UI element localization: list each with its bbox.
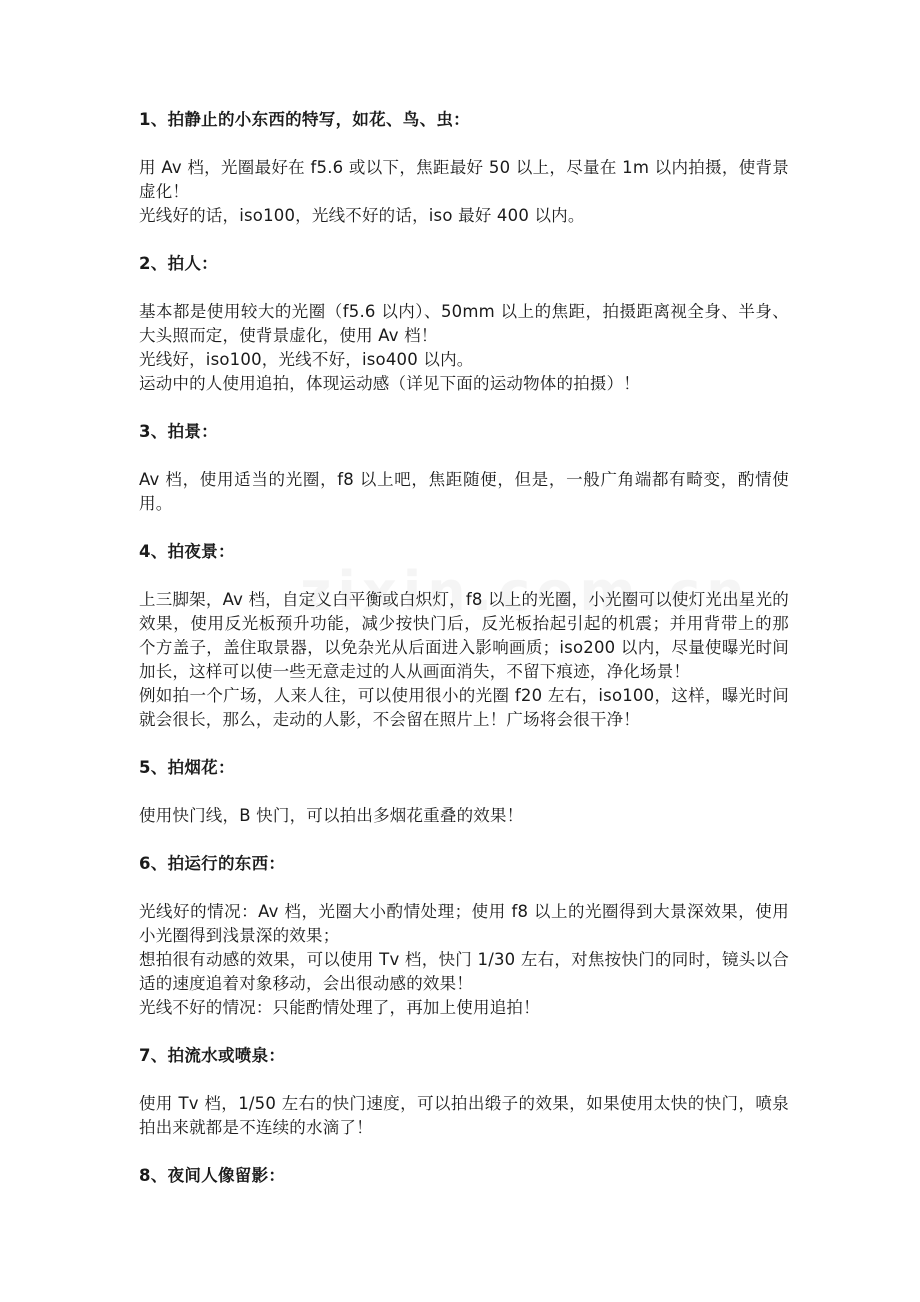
section-8 (139, 1164, 789, 1188)
paragraph: 光线好的情况：Av 档，光圈大小酌情处理；使用 f8 以上的光圈得到大景深效果，使用小光圈得到浅景深的效果； (139, 902, 789, 945)
paragraph: 想拍很有动感的效果，可以使用 Tv 档，快门 1/30 左右，对焦按快门的同时，镜头以合适的速度追着对象移动，会出很动感的效果！ (139, 950, 789, 993)
paragraph: 使用快门线，B 快门，可以拍出多烟花重叠的效果！ (139, 806, 524, 825)
paragraph: 光线好的话，iso100，光线不好的话，iso 最好 400 以内。 (139, 206, 585, 225)
section-heading: 7、拍流水或喷泉： (139, 1046, 286, 1065)
paragraph: 使用 Tv 档，1/50 左右的快门速度，可以拍出缎子的效果，如果使用太快的快门，喷泉拍出来就都是不连续的水滴了！ (139, 1094, 789, 1137)
section-heading: 1、拍静止的小东西的特写，如花、鸟、虫： (139, 110, 470, 129)
paragraph: 例如拍一个广场，人来人往，可以使用很小的光圈 f20 左右，iso100，这样，曝光时间就会很长，那么，走动的人影，不会留在照片上！广场将会很干净！ (139, 686, 789, 729)
section-heading: 8、夜间人像留影： (139, 1166, 286, 1185)
section-6 (139, 852, 789, 1020)
paragraph: 基本都是使用较大的光圈（f5.6 以内）、50mm 以上的焦距，拍摄距离视全身、半身、大头照而定，使背景虚化，使用 Av 档！ (139, 302, 789, 345)
paragraph: 光线不好的情况：只能酌情处理了，再加上使用追拍！ (139, 998, 540, 1017)
section-heading: 3、拍景： (139, 422, 218, 441)
document-body (139, 108, 789, 1212)
section-heading: 2、拍人： (139, 254, 218, 273)
section-2 (139, 252, 789, 396)
paragraph: 用 Av 档，光圈最好在 f5.6 或以下，焦距最好 50 以上，尽量在 1m 以内拍摄，使背景虚化！ (139, 158, 789, 201)
paragraph: 上三脚架，Av 档，自定义白平衡或白炽灯，f8 以上的光圈，小光圈可以使灯光出星光的效果，使用反光板预升功能，减少按快门后，反光板抬起引起的机震；并用背带上的那个方盖子，盖住取景器，以免杂光从后面进入影响画质；iso200 以内，尽量使曝光时间加长，这样可以使一些无意走过的人从画面消失，不留下痕迹，净化场景！ (139, 590, 789, 681)
section-1 (139, 108, 789, 228)
section-heading: 4、拍夜景： (139, 542, 235, 561)
section-heading: 5、拍烟花： (139, 758, 235, 777)
paragraph: 光线好，iso100，光线不好，iso400 以内。 (139, 350, 474, 369)
section-4 (139, 540, 789, 732)
section-7 (139, 1044, 789, 1140)
paragraph: 运动中的人使用追拍，体现运动感（详见下面的运动物体的拍摄）！ (139, 374, 640, 393)
section-3 (139, 420, 789, 516)
section-heading: 6、拍运行的东西： (139, 854, 286, 873)
section-5 (139, 756, 789, 828)
paragraph: Av 档，使用适当的光圈，f8 以上吧，焦距随便，但是，一般广角端都有畸变，酌情使用。 (139, 470, 789, 513)
